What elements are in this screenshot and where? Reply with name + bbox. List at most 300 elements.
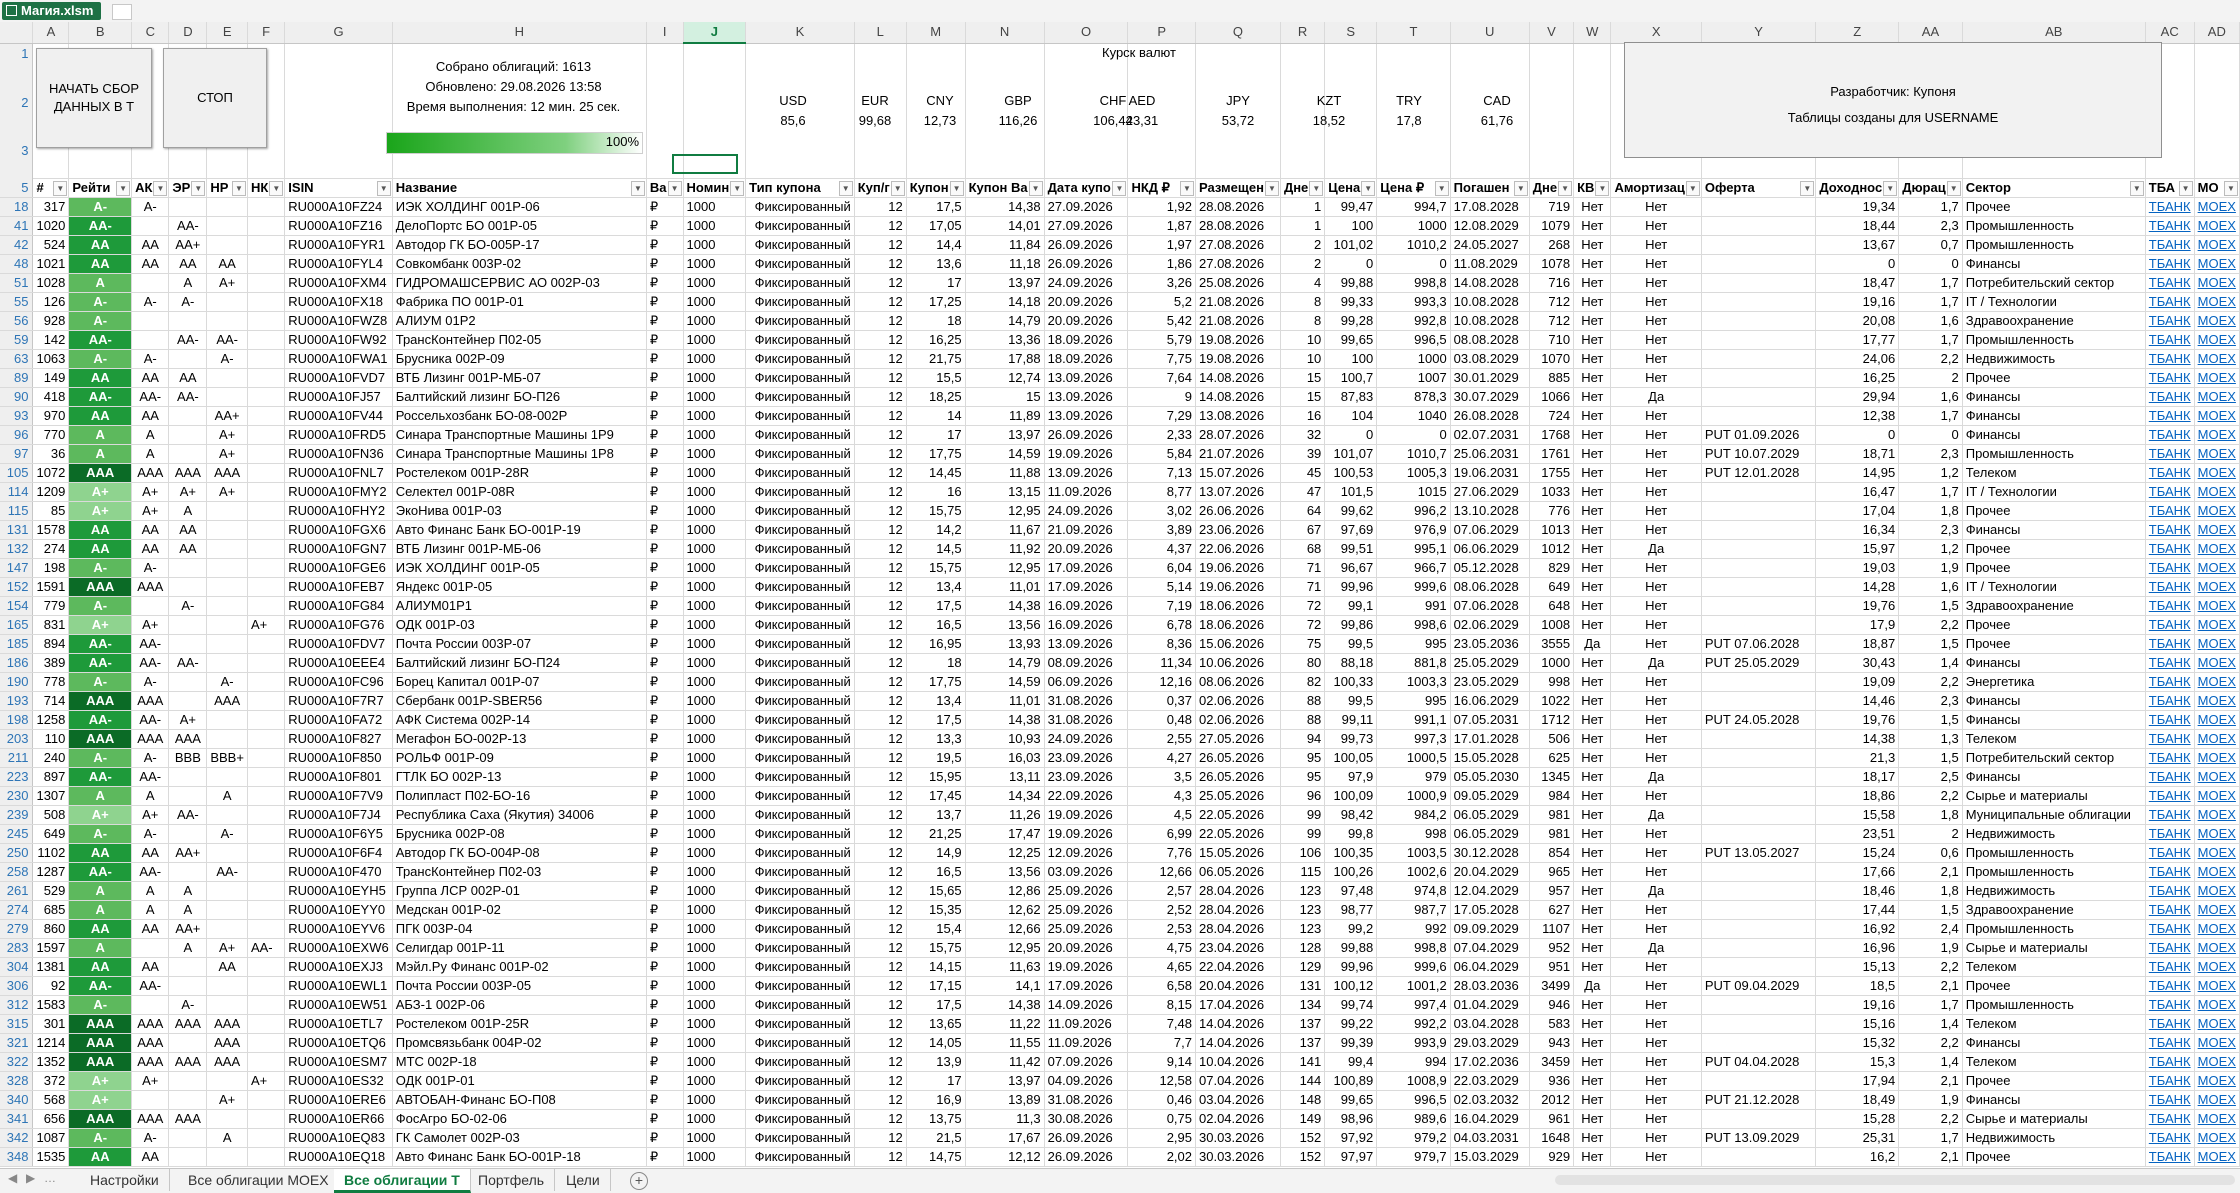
cell[interactable]: Балтийский лизинг БО-П26 (392, 388, 646, 407)
cell[interactable]: 04.09.2026 (1044, 1072, 1128, 1091)
cell[interactable]: 1,7 (1899, 198, 1963, 217)
cell[interactable]: 1,2 (1899, 540, 1963, 559)
cell[interactable]: 16,95 (906, 635, 965, 654)
cell[interactable]: 860 (33, 920, 69, 939)
cell[interactable] (132, 996, 169, 1015)
cell[interactable]: ФосАгро БО-02-06 (392, 1110, 646, 1129)
moex-link[interactable]: MOEX (2194, 863, 2239, 882)
cell[interactable]: 1000 (683, 863, 746, 882)
cell[interactable] (169, 1091, 207, 1110)
cell[interactable] (247, 236, 284, 255)
cell[interactable] (1701, 350, 1815, 369)
cell[interactable]: 0,48 (1128, 711, 1196, 730)
tbank-link[interactable]: ТБАНК (2145, 920, 2194, 939)
cell[interactable]: 716 (1529, 274, 1573, 293)
column-title[interactable]: Тип купона ▼ (746, 179, 855, 198)
cell[interactable]: AA (169, 369, 207, 388)
cell[interactable]: Финансы (1962, 521, 2145, 540)
moex-link[interactable]: MOEX (2194, 502, 2239, 521)
cell[interactable] (1701, 616, 1815, 635)
cell[interactable]: Недвижимость (1962, 350, 2145, 369)
cell[interactable]: 17,44 (1816, 901, 1899, 920)
cell[interactable]: 897 (33, 768, 69, 787)
filter-dropdown-icon[interactable]: ▼ (730, 181, 744, 196)
cell[interactable]: RU000A10FC96 (285, 673, 392, 692)
cell[interactable]: 1000 (683, 559, 746, 578)
cell[interactable] (1701, 806, 1815, 825)
cell[interactable]: 17,9 (1816, 616, 1899, 635)
cell[interactable]: AA (169, 255, 207, 274)
cell[interactable] (132, 160, 169, 179)
cell[interactable]: Телеком (1962, 464, 2145, 483)
cell[interactable]: 12.09.2026 (1044, 844, 1128, 863)
cell[interactable] (1701, 939, 1815, 958)
cell[interactable] (247, 331, 284, 350)
moex-link[interactable]: MOEX (2194, 996, 2239, 1015)
column-header[interactable]: S (1325, 22, 1377, 43)
cell[interactable]: 30.01.2029 (1450, 369, 1529, 388)
cell[interactable]: 100 (1325, 350, 1377, 369)
cell[interactable] (169, 958, 207, 977)
cell[interactable]: A+ (132, 616, 169, 635)
cell[interactable]: 7,64 (1128, 369, 1196, 388)
cell[interactable] (132, 939, 169, 958)
cell[interactable]: AA- (132, 388, 169, 407)
cell[interactable]: ₽ (646, 654, 683, 673)
cell[interactable]: 11.09.2026 (1044, 483, 1128, 502)
cell[interactable]: 11,92 (965, 540, 1044, 559)
cell[interactable]: Нет (1574, 1110, 1611, 1129)
moex-link[interactable]: MOEX (2194, 787, 2239, 806)
cell[interactable]: Нет (1611, 350, 1701, 369)
cell[interactable]: 12 (854, 426, 906, 445)
cell[interactable]: 2,1 (1899, 1072, 1963, 1091)
cell[interactable]: 3555 (1529, 635, 1573, 654)
cell[interactable]: Здравоохранение (1962, 597, 2145, 616)
cell[interactable] (247, 426, 284, 445)
selected-cell-J3[interactable] (672, 154, 738, 174)
cell[interactable]: 2,3 (1899, 521, 1963, 540)
cell[interactable]: Здравоохранение (1962, 901, 2145, 920)
cell[interactable]: Фиксированный (746, 597, 855, 616)
cell[interactable]: 99,96 (1325, 578, 1377, 597)
cell[interactable]: 979,7 (1377, 1148, 1450, 1167)
cell[interactable]: Нет (1574, 407, 1611, 426)
cell[interactable] (247, 293, 284, 312)
cell[interactable]: AA- (169, 654, 207, 673)
cell[interactable]: 3,02 (1128, 502, 1196, 521)
cell[interactable]: 976,9 (1377, 521, 1450, 540)
cell[interactable]: 1078 (1529, 255, 1573, 274)
cell[interactable]: Фиксированный (746, 464, 855, 483)
cell[interactable]: 27.06.2029 (1450, 483, 1529, 502)
cell[interactable]: 98,42 (1325, 806, 1377, 825)
cell[interactable]: 21,3 (1816, 749, 1899, 768)
cell[interactable]: 5,79 (1128, 331, 1196, 350)
cell[interactable]: 97,9 (1325, 768, 1377, 787)
column-title[interactable]: Дата купо ▼ (1044, 179, 1128, 198)
filter-dropdown-icon[interactable]: ▼ (1558, 181, 1572, 196)
column-header[interactable]: N (965, 22, 1044, 43)
filter-dropdown-icon[interactable]: ▼ (2179, 181, 2193, 196)
cell[interactable]: 12 (854, 825, 906, 844)
cell[interactable] (1701, 996, 1815, 1015)
cell[interactable]: 28.07.2026 (1196, 426, 1281, 445)
cell[interactable]: Нет (1611, 312, 1701, 331)
cell[interactable]: 99,28 (1325, 312, 1377, 331)
cell[interactable]: Да (1611, 654, 1701, 673)
column-header[interactable]: G (285, 22, 392, 43)
cell[interactable] (1701, 160, 1815, 179)
moex-link[interactable]: MOEX (2194, 426, 2239, 445)
cell[interactable]: 994 (1377, 1053, 1450, 1072)
cell[interactable]: Нет (1574, 540, 1611, 559)
cell[interactable]: AAA (132, 1015, 169, 1034)
cell[interactable]: 952 (1529, 939, 1573, 958)
cell[interactable]: 13,9 (906, 1053, 965, 1072)
row-number[interactable]: 340 (0, 1091, 33, 1110)
cell[interactable]: 07.06.2028 (1450, 597, 1529, 616)
column-header[interactable]: P (1128, 22, 1196, 43)
row-number[interactable]: 152 (0, 578, 33, 597)
cell[interactable]: 724 (1529, 407, 1573, 426)
cell[interactable]: Прочее (1962, 559, 2145, 578)
cell[interactable]: Брусника 002P-09 (392, 350, 646, 369)
cell[interactable] (1701, 293, 1815, 312)
filter-dropdown-icon[interactable]: ▼ (1686, 181, 1700, 196)
cell[interactable]: 13.08.2026 (1196, 407, 1281, 426)
cell[interactable] (1701, 198, 1815, 217)
cell[interactable]: 30.03.2026 (1196, 1148, 1281, 1167)
cell[interactable]: 4,27 (1128, 749, 1196, 768)
rating-cell[interactable]: AA (69, 369, 132, 388)
cell[interactable] (1701, 521, 1815, 540)
cell[interactable]: 1648 (1529, 1129, 1573, 1148)
tbank-link[interactable]: ТБАНК (2145, 540, 2194, 559)
cell[interactable]: 14,38 (965, 996, 1044, 1015)
cell[interactable]: 1768 (1529, 426, 1573, 445)
cell[interactable]: A+ (132, 1072, 169, 1091)
cell[interactable]: АБЗ-1 002P-06 (392, 996, 646, 1015)
cell[interactable] (1701, 388, 1815, 407)
cell[interactable]: 20.09.2026 (1044, 939, 1128, 958)
cell[interactable]: 08.09.2026 (1044, 654, 1128, 673)
cell[interactable]: 995 (1377, 635, 1450, 654)
cell[interactable]: Прочее (1962, 1072, 2145, 1091)
cell[interactable]: 72 (1280, 597, 1324, 616)
cell[interactable]: 39 (1280, 445, 1324, 464)
rating-cell[interactable]: A- (69, 198, 132, 217)
cell[interactable]: AA- (207, 331, 248, 350)
cell[interactable] (1280, 160, 1324, 179)
cell[interactable]: 02.03.2032 (1450, 1091, 1529, 1110)
cell[interactable]: Фиксированный (746, 1053, 855, 1072)
moex-link[interactable]: MOEX (2194, 521, 2239, 540)
cell[interactable]: Фиксированный (746, 407, 855, 426)
cell[interactable]: ₽ (646, 578, 683, 597)
column-title[interactable]: Ва ▼ (646, 179, 683, 198)
moex-link[interactable]: MOEX (2194, 369, 2239, 388)
cell[interactable]: 2012 (1529, 1091, 1573, 1110)
cell[interactable] (247, 274, 284, 293)
cell[interactable] (207, 901, 248, 920)
cell[interactable]: 2,55 (1128, 730, 1196, 749)
cell[interactable]: 16,47 (1816, 483, 1899, 502)
cell[interactable] (132, 331, 169, 350)
moex-link[interactable]: MOEX (2194, 597, 2239, 616)
column-title[interactable]: Размещен ▼ (1196, 179, 1281, 198)
cell[interactable]: Финансы (1962, 654, 2145, 673)
moex-link[interactable]: MOEX (2194, 198, 2239, 217)
tbank-link[interactable]: ТБАНК (2145, 882, 2194, 901)
row-number[interactable]: 261 (0, 882, 33, 901)
cell[interactable]: Нет (1611, 464, 1701, 483)
column-title[interactable]: Доходнос ▼ (1816, 179, 1899, 198)
cell[interactable]: Недвижимость (1962, 1129, 2145, 1148)
moex-link[interactable]: MOEX (2194, 939, 2239, 958)
tbank-link[interactable]: ТБАНК (2145, 844, 2194, 863)
cell[interactable]: 13.09.2026 (1044, 388, 1128, 407)
row-number[interactable]: 1 (0, 43, 33, 64)
cell[interactable]: 101,02 (1325, 236, 1377, 255)
cell[interactable]: 1000 (683, 1110, 746, 1129)
column-title[interactable]: НР ▼ (207, 179, 248, 198)
cell[interactable]: 02.06.2026 (1196, 692, 1281, 711)
cell[interactable]: Почта России 003P-05 (392, 977, 646, 996)
cell[interactable]: 19.09.2026 (1044, 825, 1128, 844)
cell[interactable]: 28.04.2026 (1196, 920, 1281, 939)
cell[interactable]: Нет (1574, 806, 1611, 825)
cell[interactable]: 29,94 (1816, 388, 1899, 407)
cell[interactable]: Фиксированный (746, 635, 855, 654)
cell[interactable]: 1,7 (1899, 331, 1963, 350)
cell[interactable]: A (132, 901, 169, 920)
cell[interactable]: Промышленность (1962, 863, 2145, 882)
cell[interactable]: 02.06.2029 (1450, 616, 1529, 635)
cell[interactable]: Нет (1611, 483, 1701, 502)
cell[interactable]: Потребительский сектор (1962, 274, 2145, 293)
cell[interactable] (1325, 160, 1377, 179)
cell[interactable]: 09.05.2029 (1450, 787, 1529, 806)
cell[interactable]: ₽ (646, 958, 683, 977)
cell[interactable]: 03.08.2029 (1450, 350, 1529, 369)
cell[interactable]: Нет (1611, 711, 1701, 730)
cell[interactable]: Фиксированный (746, 426, 855, 445)
cell[interactable]: 15,58 (1816, 806, 1899, 825)
cell[interactable]: 970 (33, 407, 69, 426)
cell[interactable]: 710 (1529, 331, 1573, 350)
cell[interactable]: 12,66 (1128, 863, 1196, 882)
tbank-link[interactable]: ТБАНК (2145, 502, 2194, 521)
moex-link[interactable]: MOEX (2194, 331, 2239, 350)
cell[interactable]: 2,3 (1899, 692, 1963, 711)
cell[interactable]: 854 (1529, 844, 1573, 863)
cell[interactable] (247, 673, 284, 692)
cell[interactable]: AAA (169, 1015, 207, 1034)
cell[interactable]: 1307 (33, 787, 69, 806)
cell[interactable]: 28.08.2026 (1196, 198, 1281, 217)
cell[interactable]: Нет (1574, 920, 1611, 939)
cell[interactable]: PUT 25.05.2029 (1701, 654, 1815, 673)
cell[interactable] (169, 692, 207, 711)
tbank-link[interactable]: ТБАНК (2145, 483, 2194, 502)
cell[interactable]: AA (169, 521, 207, 540)
cell[interactable]: 22.06.2026 (1196, 540, 1281, 559)
cell[interactable]: 1000 (683, 730, 746, 749)
cell[interactable]: 1000 (683, 768, 746, 787)
cell[interactable]: 1008,9 (1377, 1072, 1450, 1091)
rating-cell[interactable]: AA (69, 540, 132, 559)
cell[interactable] (207, 768, 248, 787)
rating-cell[interactable]: AA- (69, 217, 132, 236)
cell[interactable] (1962, 160, 2145, 179)
cell[interactable]: ₽ (646, 673, 683, 692)
column-title[interactable]: Амортизац ▼ (1611, 179, 1701, 198)
row-number[interactable]: 18 (0, 198, 33, 217)
cell[interactable]: Балтийский лизинг БО-П24 (392, 654, 646, 673)
cell[interactable]: 13,4 (906, 692, 965, 711)
cell[interactable]: Нет (1574, 1129, 1611, 1148)
cell[interactable]: 1000 (683, 920, 746, 939)
cell[interactable]: 137 (1280, 1034, 1324, 1053)
cell[interactable]: 100,09 (1325, 787, 1377, 806)
cell[interactable]: PUT 12.01.2028 (1701, 464, 1815, 483)
cell[interactable]: ГК Самолет 002P-03 (392, 1129, 646, 1148)
cell[interactable]: 100,7 (1325, 369, 1377, 388)
cell[interactable]: AA- (132, 768, 169, 787)
cell[interactable]: 656 (33, 1110, 69, 1129)
cell[interactable] (1280, 142, 1324, 160)
cell[interactable]: Нет (1611, 787, 1701, 806)
cell[interactable]: 10,93 (965, 730, 1044, 749)
cell[interactable]: 68 (1280, 540, 1324, 559)
cell[interactable]: 1070 (1529, 350, 1573, 369)
cell[interactable]: 1000 (683, 198, 746, 217)
cell[interactable] (1325, 142, 1377, 160)
cell[interactable]: 30,43 (1816, 654, 1899, 673)
cell[interactable] (1701, 483, 1815, 502)
column-header[interactable]: X (1611, 22, 1701, 43)
cell[interactable]: Автодор ГК БО-005P-17 (392, 236, 646, 255)
cell[interactable]: Сырье и материалы (1962, 1110, 2145, 1129)
cell[interactable] (1701, 1110, 1815, 1129)
row-number[interactable]: 203 (0, 730, 33, 749)
cell[interactable]: 0 (1325, 426, 1377, 445)
cell[interactable]: ПГК 003P-04 (392, 920, 646, 939)
cell[interactable]: 25.09.2026 (1044, 920, 1128, 939)
cell[interactable]: RU000A10FGN7 (285, 540, 392, 559)
cell[interactable]: 719 (1529, 198, 1573, 217)
moex-link[interactable]: MOEX (2194, 635, 2239, 654)
cell[interactable]: RU000A10EEE4 (285, 654, 392, 673)
cell[interactable] (1450, 142, 1529, 160)
cell[interactable]: Фиксированный (746, 730, 855, 749)
cell[interactable]: Фиксированный (746, 939, 855, 958)
cell[interactable]: 100,26 (1325, 863, 1377, 882)
cell[interactable]: 67 (1280, 521, 1324, 540)
cell[interactable]: 21.09.2026 (1044, 521, 1128, 540)
cell[interactable]: 14,18 (965, 293, 1044, 312)
cell[interactable]: Нет (1611, 616, 1701, 635)
cell[interactable]: 9,14 (1128, 1053, 1196, 1072)
cell[interactable]: 5,42 (1128, 312, 1196, 331)
cell[interactable]: 987,7 (1377, 901, 1450, 920)
cell[interactable]: 19.09.2026 (1044, 445, 1128, 464)
column-header[interactable]: AC (2145, 22, 2194, 43)
cell[interactable] (247, 445, 284, 464)
row-number[interactable]: 198 (0, 711, 33, 730)
cell[interactable]: 1,5 (1899, 711, 1963, 730)
cell[interactable]: A (132, 787, 169, 806)
cell[interactable]: Республика Саха (Якутия) 34006 (392, 806, 646, 825)
tbank-link[interactable]: ТБАНК (2145, 977, 2194, 996)
cell[interactable]: 98,96 (1325, 1110, 1377, 1129)
cell[interactable]: Фабрика ПО 001P-01 (392, 293, 646, 312)
cell[interactable]: 2,2 (1899, 1110, 1963, 1129)
cell[interactable] (169, 863, 207, 882)
cell[interactable]: 28.04.2026 (1196, 901, 1281, 920)
cell[interactable]: 996,2 (1377, 502, 1450, 521)
cell[interactable]: ₽ (646, 939, 683, 958)
rating-cell[interactable]: AAA (69, 578, 132, 597)
cell[interactable]: Фиксированный (746, 198, 855, 217)
rating-cell[interactable]: AA (69, 521, 132, 540)
column-header[interactable]: K (746, 22, 855, 43)
filter-dropdown-icon[interactable]: ▼ (1265, 181, 1279, 196)
column-header[interactable]: Q (1196, 22, 1281, 43)
cell[interactable]: ₽ (646, 996, 683, 1015)
cell[interactable]: 18.06.2026 (1196, 616, 1281, 635)
cell[interactable]: 95 (1280, 749, 1324, 768)
cell[interactable] (1611, 160, 1701, 179)
cell[interactable]: 12 (854, 312, 906, 331)
cell[interactable]: A- (132, 749, 169, 768)
cell[interactable]: ₽ (646, 1110, 683, 1129)
cell[interactable]: 1000 (1377, 217, 1450, 236)
cell[interactable] (1377, 142, 1450, 160)
cell[interactable] (207, 654, 248, 673)
cell[interactable]: 991,1 (1377, 711, 1450, 730)
cell[interactable]: 372 (33, 1072, 69, 1091)
cell[interactable]: АЛИУМ01P1 (392, 597, 646, 616)
row-number[interactable]: 341 (0, 1110, 33, 1129)
cell[interactable] (207, 977, 248, 996)
cell[interactable]: Нет (1574, 388, 1611, 407)
cell[interactable]: Фиксированный (746, 711, 855, 730)
cell[interactable]: 12 (854, 692, 906, 711)
cell[interactable]: 1002,6 (1377, 863, 1450, 882)
moex-link[interactable]: MOEX (2194, 958, 2239, 977)
cell[interactable]: 13,3 (906, 730, 965, 749)
cell[interactable]: 14,01 (965, 217, 1044, 236)
cell[interactable]: 99,39 (1325, 1034, 1377, 1053)
cell[interactable]: 99,65 (1325, 1091, 1377, 1110)
cell[interactable]: 12 (854, 920, 906, 939)
cell[interactable]: 10.04.2026 (1196, 1053, 1281, 1072)
cell[interactable]: 12,66 (965, 920, 1044, 939)
rating-cell[interactable]: AA- (69, 711, 132, 730)
cell[interactable]: 1000 (683, 844, 746, 863)
cell[interactable]: 18,49 (1816, 1091, 1899, 1110)
cell[interactable]: 10 (1280, 331, 1324, 350)
cell[interactable] (2194, 64, 2239, 142)
cell[interactable]: 12 (854, 1034, 906, 1053)
cell[interactable]: 14.08.2026 (1196, 369, 1281, 388)
cell[interactable]: 1000 (683, 901, 746, 920)
cell[interactable]: 1000 (683, 1091, 746, 1110)
cell[interactable]: 13,4 (906, 578, 965, 597)
cell[interactable]: 16 (1280, 407, 1324, 426)
